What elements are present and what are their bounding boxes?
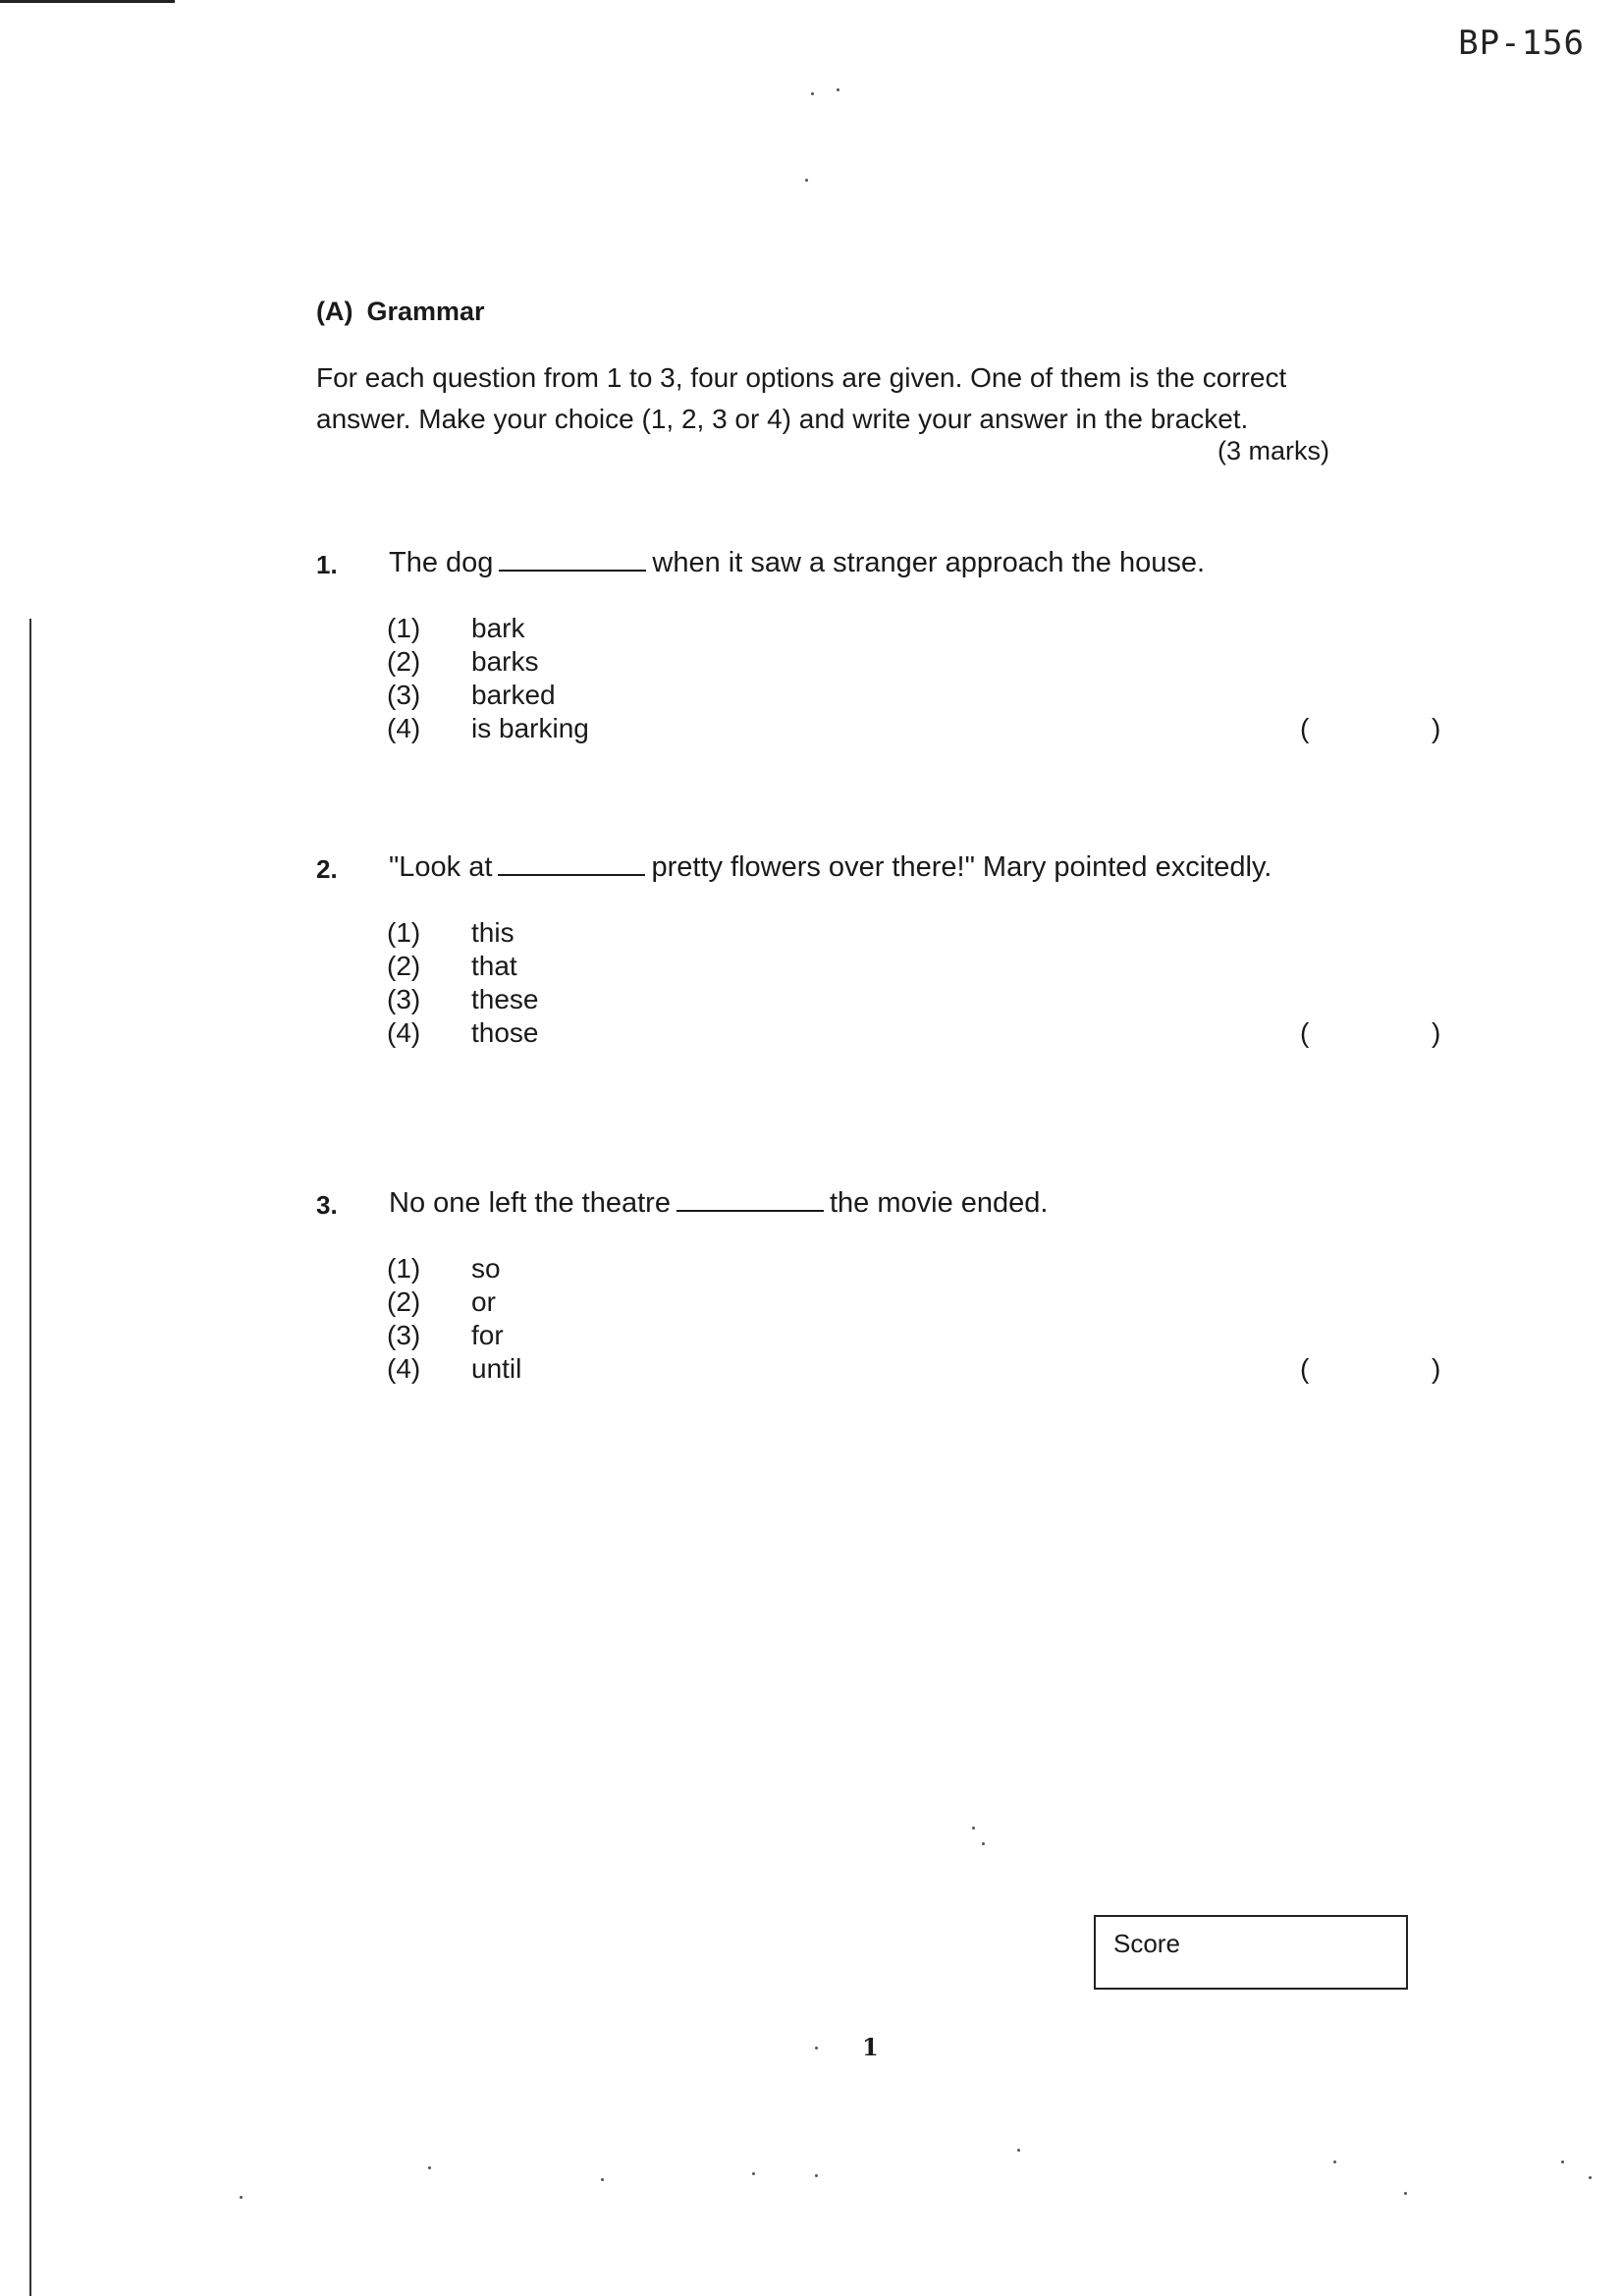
section-name: Grammar [366, 297, 485, 326]
question-stem [389, 850, 1272, 884]
option-text: these [471, 984, 539, 1014]
option-number: (3) [387, 1320, 421, 1350]
left-margin-line [29, 619, 31, 2296]
option-number: (4) [387, 1353, 421, 1384]
bracket-close: ) [1432, 1353, 1441, 1384]
option-text: or [471, 1286, 496, 1317]
option-1 [387, 1253, 1386, 1286]
top-rule [0, 0, 175, 3]
scan-speck [601, 2178, 604, 2181]
instructions: For each question from 1 to 3, four options are given. One of them is the correct answer. Make your choice (1, 2, 3 or 4) and write your answer in the bracket. [316, 362, 1287, 434]
option-3 [387, 680, 1386, 713]
option-1 [387, 917, 1386, 951]
option-4 [387, 1353, 1441, 1387]
stem-after-blank: pretty flowers over there!" Mary pointed excitedly. [651, 851, 1272, 883]
option-number: (1) [387, 613, 421, 643]
option-number: (4) [387, 713, 421, 743]
question-stem [389, 1186, 1048, 1220]
option-text: barks [471, 646, 539, 677]
question-number: 2. [316, 854, 338, 884]
option-number: (3) [387, 984, 421, 1014]
scan-speck [815, 2174, 818, 2177]
question-1 [316, 546, 1441, 746]
scan-speck [752, 2172, 755, 2175]
option-text: barked [471, 680, 556, 710]
question-stem-line [316, 1186, 1386, 1226]
bracket-open: ( [1300, 713, 1310, 743]
answer-blank [499, 546, 646, 572]
question-number: 1. [316, 550, 338, 579]
page-number: 1 [862, 2033, 879, 2061]
scan-speck [428, 2166, 431, 2169]
option-2 [387, 1286, 1386, 1320]
question-stem [389, 546, 1205, 579]
option-number: (4) [387, 1017, 421, 1048]
question-stem-line [316, 546, 1386, 585]
option-text: this [471, 917, 514, 948]
scan-speck [1589, 2176, 1592, 2179]
scan-speck [811, 92, 814, 95]
scan-speck [982, 1842, 985, 1845]
scan-speck [1333, 2160, 1336, 2163]
option-text: so [471, 1253, 501, 1284]
bracket-close: ) [1432, 713, 1441, 743]
stem-after-blank: the movie ended. [829, 1187, 1049, 1219]
question-stem-line [316, 850, 1386, 890]
options-list [387, 917, 1441, 1051]
bracket-open: ( [1300, 1017, 1310, 1048]
option-number: (3) [387, 680, 421, 710]
option-number: (2) [387, 646, 421, 677]
option-3 [387, 984, 1386, 1017]
scan-speck [815, 2047, 818, 2050]
option-text: those [471, 1017, 539, 1048]
scan-speck [1017, 2149, 1020, 2152]
score-box[interactable] [1094, 1915, 1408, 1990]
stem-before-blank: "Look at [389, 851, 493, 883]
option-4 [387, 713, 1441, 746]
section-title [316, 297, 485, 327]
option-text: bark [471, 613, 525, 643]
stem-after-blank: when it saw a stranger approach the house. [652, 547, 1206, 578]
option-2 [387, 646, 1386, 680]
option-text: that [471, 951, 517, 981]
question-2 [316, 850, 1441, 1051]
option-3 [387, 1320, 1386, 1353]
stem-before-blank: No one left the theatre [389, 1187, 671, 1219]
section-letter: (A) [316, 297, 353, 326]
scan-speck [837, 88, 839, 91]
options-list [387, 613, 1441, 746]
stem-before-blank: The dog [389, 547, 494, 578]
scan-speck [1404, 2192, 1407, 2195]
option-number: (2) [387, 951, 421, 981]
question-3 [316, 1186, 1441, 1387]
option-text: is barking [471, 713, 589, 743]
option-number: (1) [387, 917, 421, 948]
answer-blank [677, 1186, 824, 1212]
option-2 [387, 951, 1386, 984]
option-1 [387, 613, 1386, 646]
score-label: Score [1113, 1929, 1180, 1958]
bracket-close: ) [1432, 1017, 1441, 1048]
scan-speck [805, 179, 808, 182]
marks-label: (3 marks) [1218, 436, 1329, 465]
option-number: (2) [387, 1286, 421, 1317]
scan-speck [1561, 2160, 1564, 2163]
option-4 [387, 1017, 1441, 1051]
bracket-open: ( [1300, 1353, 1310, 1384]
reference-code: BP-156 [1458, 24, 1585, 63]
options-list [387, 1253, 1441, 1387]
option-text: until [471, 1353, 522, 1384]
scan-speck [972, 1827, 975, 1830]
option-number: (1) [387, 1253, 421, 1284]
answer-blank [498, 850, 645, 876]
scan-speck [240, 2196, 243, 2199]
question-number: 3. [316, 1190, 338, 1220]
option-text: for [471, 1320, 504, 1350]
